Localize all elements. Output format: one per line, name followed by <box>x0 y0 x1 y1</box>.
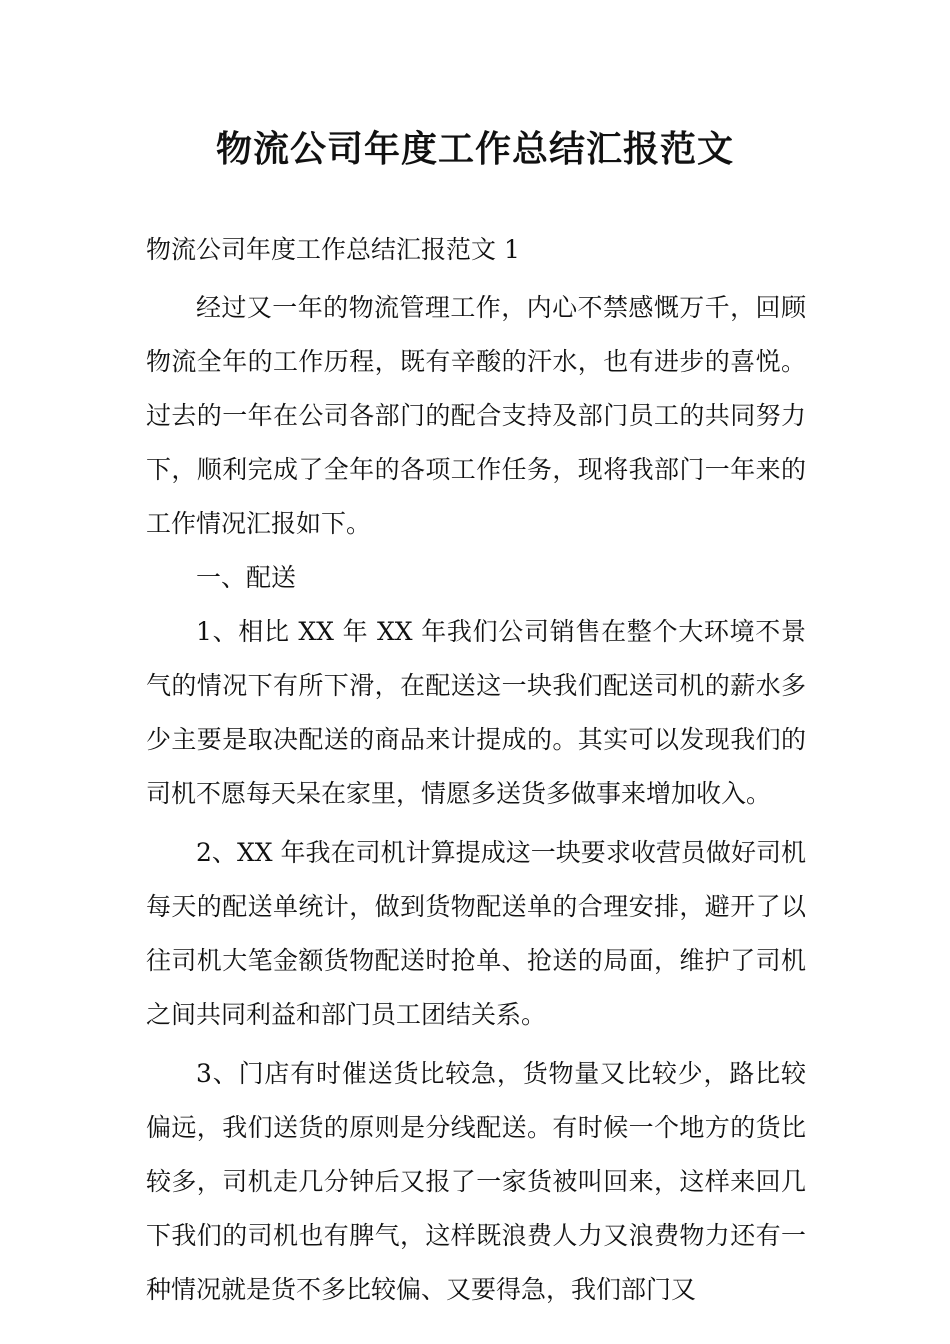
paragraph-intro: 经过又一年的物流管理工作，内心不禁感慨万千，回顾物流全年的工作历程，既有辛酸的汗水，也有进步的喜悦。过去的一年在公司各部门的配合支持及部门员工的共同努力下，顺利完成了全年的各项工作任务，现将我部门一年来的工作情况汇报如下。 <box>146 293 806 538</box>
paragraph-section-one-heading: 一、配送 <box>196 563 297 592</box>
page-title: 物流公司年度工作总结汇报范文 <box>215 129 734 170</box>
paragraph-item-3: 3、门店有时催送货比较急，货物量又比较少，路比较偏远，我们送货的原则是分线配送。有时候一个地方的货比较多，司机走几分钟后又报了一家货被叫回来，这样来回几下我们的司机也有脾气，这样既浪费人力又浪费物力还有一种情况就是货不多比较偏、又要得急，我们部门又 <box>146 1059 806 1304</box>
paragraph-item-1: 1、相比 XX 年 XX 年我们公司销售在整个大环境不景气的情况下有所下滑，在配送这一块我们配送司机的薪水多少主要是取决配送的商品来计提成的。其实可以发现我们的司机不愿每天呆在家里，情愿多送货多做事来增加收入。 <box>146 617 806 808</box>
document-body <box>146 223 806 1317</box>
paragraph-item-2: 2、XX 年我在司机计算提成这一块要求收营员做好司机每天的配送单统计，做到货物配送单的合理安排，避开了以往司机大笔金额货物配送时抢单、抢送的局面，维护了司机之间共同利益和部门员工团结关系。 <box>146 838 806 1029</box>
section-heading: 物流公司年度工作总结汇报范文 1 <box>146 235 520 264</box>
